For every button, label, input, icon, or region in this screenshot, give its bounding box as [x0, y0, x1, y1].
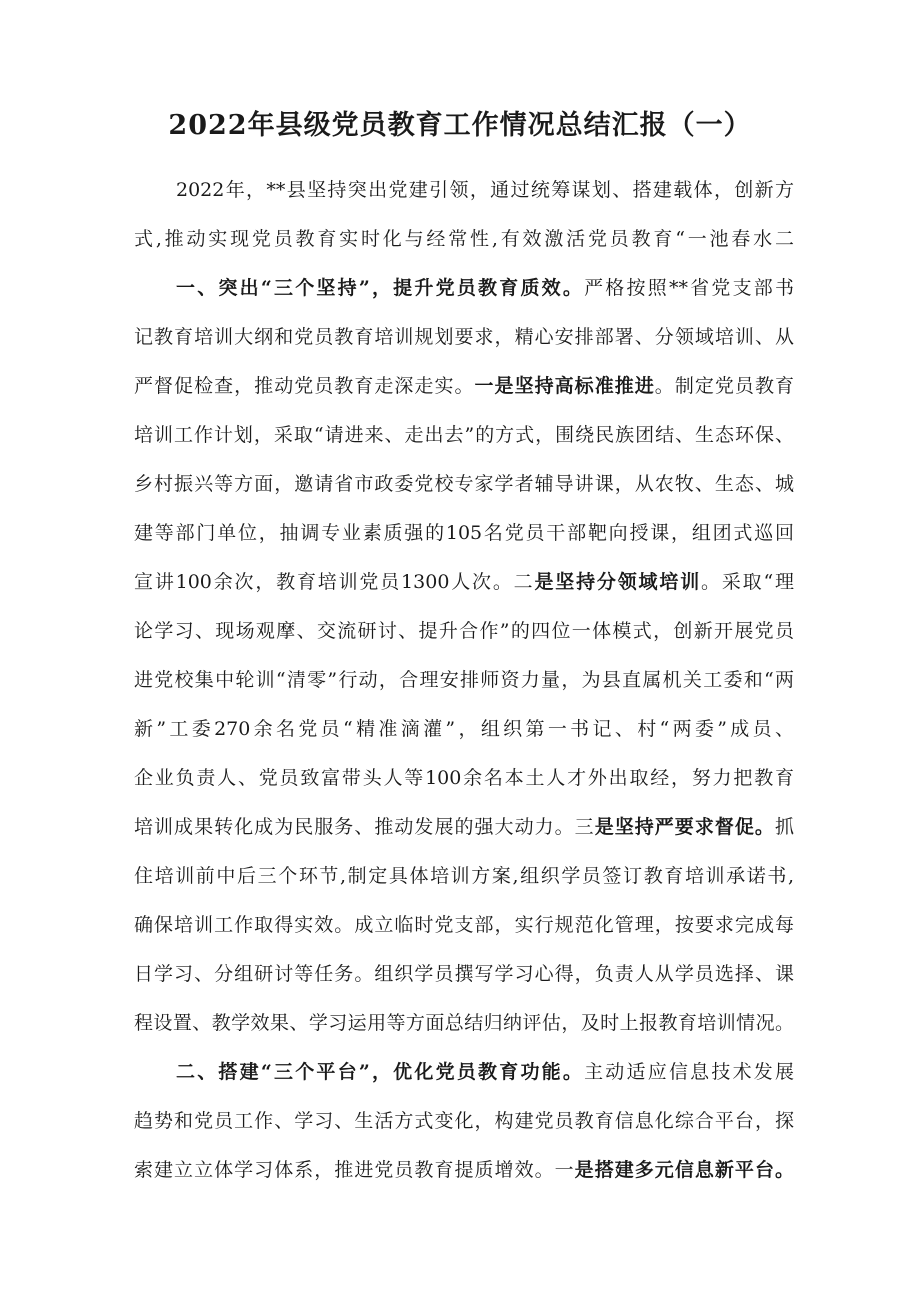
point-2-heading: 是坚持分领域培训: [534, 571, 702, 593]
section-1-line-10: 新”工委270余名党员“精准滴灌”，组织第一书记、村“两委”成员、: [134, 718, 794, 740]
section-1-line-14: 确保培训工作取得实效。成立临时党支部，实行规范化管理，按要求完成每: [134, 914, 794, 936]
section-1-line-8: 论学习、现场观摩、交流研讨、提升合作”的四位一体模式，创新开展党员: [134, 620, 794, 642]
section-1-line-15: 日学习、分组研讨等任务。组织学员撰写学习心得，负责人从学员选择、课: [134, 963, 794, 985]
section-1-line-5: 乡村振兴等方面，邀请省市政委党校专家学者辅导讲课，从农牧、生态、城: [134, 473, 794, 495]
section-1-line-6: 建等部门单位，抽调专业素质强的105名党员干部靶向授课，组团式巡回: [134, 522, 794, 544]
section-1-line-16: 程设置、教学效果、学习运用等方面总结归纳评估，及时上报教育培训情况。: [134, 1012, 794, 1034]
platform-1-heading: 是搭建多元信息新平台。: [574, 1159, 794, 1181]
section-1-heading-line: 一、突出“三个坚持”，提升党员教育质效。严格按照**省党支部书: [176, 277, 794, 299]
document-title: 2022年县级党员教育工作情况总结汇报（一）: [168, 110, 752, 141]
paragraph-1-line-1: 2022年，**县坚持突出党建引领，通过统筹谋划、搭建载体，创新方: [176, 179, 794, 201]
section-2-line-3: 索建立立体学习体系，推进党员教育提质增效。一是搭建多元信息新平台。: [134, 1159, 794, 1181]
section-1-line-13: 住培训前中后三个环节,制定具体培训方案,组织学员签订教育培训承诺书,: [134, 865, 794, 887]
paragraph-1-line-2: 式,推动实现党员教育实时化与经常性,有效激活党员教育“一池春水二: [134, 228, 794, 250]
section-1-line-9: 进党校集中轮训“清零”行动，合理安排师资力量，为县直属机关工委和“两: [134, 669, 794, 691]
section-1-line-3: 严督促检查，推动党员教育走深走实。一是坚持高标准推进。制定党员教育: [134, 375, 794, 397]
section-1-line-12: 培训成果转化成为民服务、推动发展的强大动力。三是坚持严要求督促。抓: [134, 816, 794, 838]
section-2-heading-line: 二、搭建“三个平台”，优化党员教育功能。主动适应信息技术发展: [176, 1061, 794, 1083]
point-1-heading: 一是坚持高标准推进: [474, 375, 655, 397]
section-1-heading: 一、突出“三个坚持”，提升党员教育质效。: [176, 277, 585, 299]
section-2-line-2: 趋势和党员工作、学习、生活方式变化，构建党员教育信息化综合平台，探: [134, 1110, 794, 1132]
point-3-heading: 是坚持严要求督促。: [594, 816, 775, 838]
section-1-line-7: 宣讲100余次，教育培训党员1300人次。二是坚持分领域培训。采取“理: [134, 571, 794, 593]
section-1-line-4: 培训工作计划，采取“请进来、走出去”的方式，围绕民族团结、生态环保、: [134, 424, 794, 446]
section-1-line-2: 记教育培训大纲和党员教育培训规划要求，精心安排部署、分领域培训、从: [134, 326, 794, 348]
section-1-line-11: 企业负责人、党员致富带头人等100余名本土人才外出取经，努力把教育: [134, 767, 794, 789]
section-2-heading: 二、搭建“三个平台”，优化党员教育功能。: [176, 1061, 585, 1083]
